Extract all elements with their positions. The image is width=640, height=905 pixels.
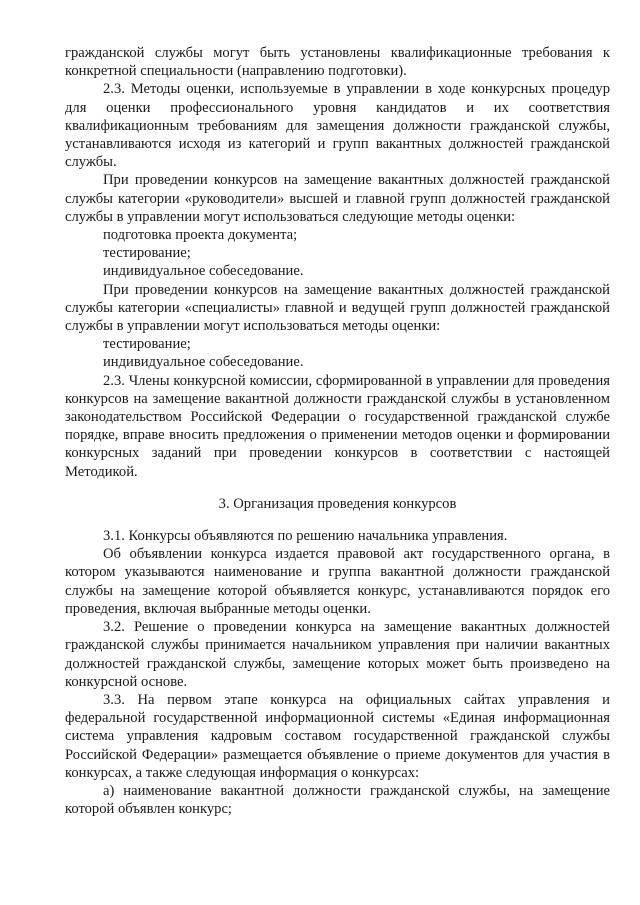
paragraph-leaders-methods: При проведении конкурсов на замещение вакантных должностей гражданской службы категории «руководители» высшей и главной групп должностей гражданской службы в управлении могут использоваться следующие методы оценки: xyxy=(65,172,610,225)
paragraph-qualification-continuation: гражданской службы могут быть установлены квалификационные требования к конкретной специальности (направлению подготовки). xyxy=(65,45,610,80)
list-item-document-draft: подготовка проекта документа; xyxy=(103,227,298,244)
list-item-interview: индивидуальное собеседование. xyxy=(103,263,304,280)
paragraph-2-3-commission: 2.3. Члены конкурсной комиссии, сформированной в управлении для проведения конкурсов на замещение вакантной должности гражданской службы в установленном законодательством Российской Федерации о государственной гражданской службе порядке, вправе вносить предложения о применении методов оценки и формировании конкурсных заданий при проведении конкурсов в соответствии с настоящей Методикой. xyxy=(65,372,610,480)
section-heading: 3. Организация проведения конкурсов xyxy=(218,495,457,512)
list-item-a-position-name: а) наименование вакантной должности гражданской службы, на замещение которой объявлен конкурс; xyxy=(65,782,610,818)
paragraph-announcement-act: Об объявлении конкурса издается правовой акт государственного органа, в котором указываются наименование и группа вакантной должности гражданской службы на замещение которой объявляется конкурс, устанавливаются порядок его проведения, включая выбранные методы оценки. xyxy=(65,546,610,617)
paragraph-3-2: 3.2. Решение о проведении конкурса на замещение вакантных должностей гражданской службы принимается начальником управления при наличии вакантных должностей гражданской службы, замещение которых может быть произведено на конкурсной основе. xyxy=(65,619,610,690)
paragraph-3-3: 3.3. На первом этапе конкурса на официальных сайтах управления и федеральной государственной информационной системы «Единая информационная система управления кадровым составом государственной гражданской службы Российской Федерации» размещается объявление о приеме документов для участия в конкурсах, а также следующая информация о конкурсах: xyxy=(65,691,610,781)
paragraph-2-3-methods: 2.3. Методы оценки, используемые в управлении в ходе конкурсных процедур для оценки профессионального уровня кандидатов и их соответствия квалификационным требованиям для замещения должности гражданской службы, устанавливаются исходя из категорий и групп вакантных должностей гражданской службы. xyxy=(65,81,610,171)
list-item-testing: тестирование; xyxy=(103,245,191,262)
paragraph-specialists-methods: При проведении конкурсов на замещение вакантных должностей гражданской службы категории «специалисты» главной и ведущей групп должностей гражданской службы в управлении могут использоваться методы оценки: xyxy=(65,281,610,335)
list-item-testing-2: тестирование; xyxy=(103,336,191,353)
list-item-interview-2: индивидуальное собеседование. xyxy=(103,354,304,371)
paragraph-3-1: 3.1. Конкурсы объявляются по решению начальника управления. xyxy=(103,528,508,545)
